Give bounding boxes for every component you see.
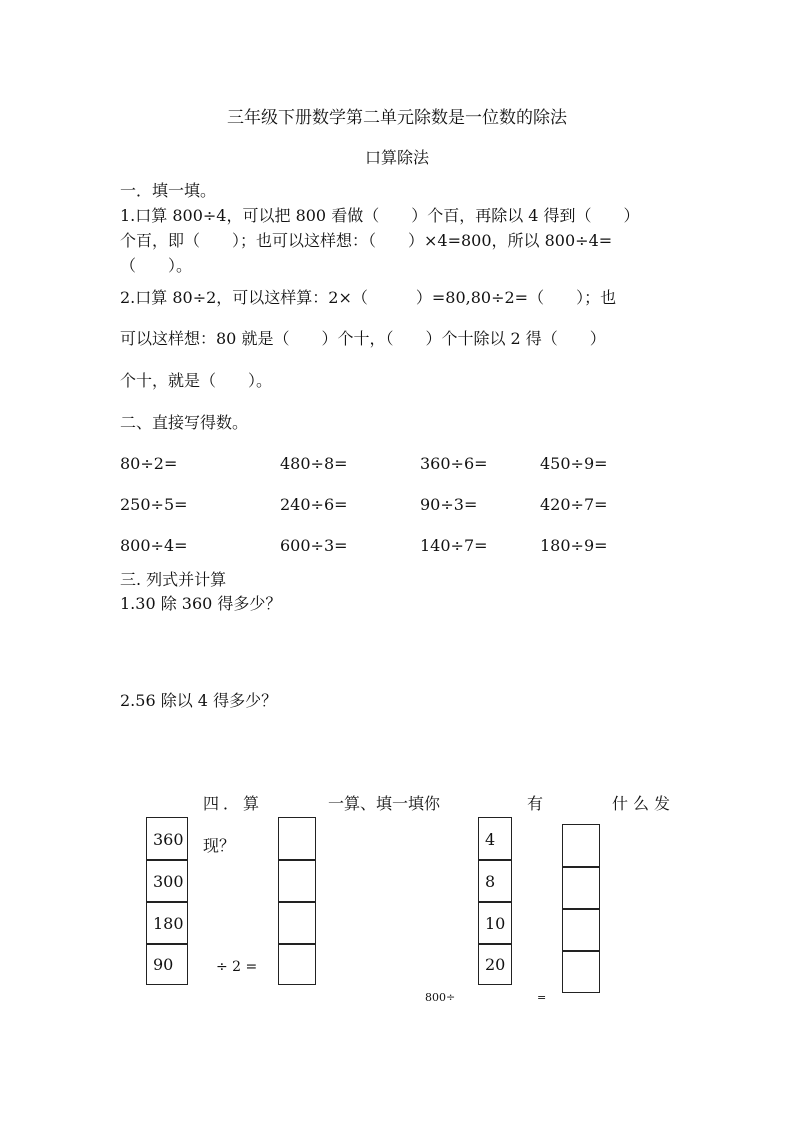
section2-heading: 二、直接写得数。	[120, 413, 249, 432]
answer-box[interactable]	[562, 950, 600, 993]
answer-box[interactable]	[278, 817, 316, 861]
section3-heading: 三. 列式并计算	[120, 570, 227, 589]
q1-line3: （ ）。	[120, 256, 193, 275]
section4-heading-part4: 什么发	[612, 794, 676, 813]
calc-item: 600÷3=	[280, 536, 348, 555]
answer-box[interactable]	[562, 866, 600, 910]
right-prefix: 800÷	[425, 991, 456, 1004]
page-title: 三年级下册数学第二单元除数是一位数的除法	[227, 108, 567, 128]
section4-heading-part2: 一算、填一填你	[328, 794, 441, 813]
calc-item: 420÷7=	[540, 495, 608, 514]
calc-item: 800÷4=	[120, 536, 188, 555]
section3-q2: 2.56 除以 4 得多少？	[120, 691, 278, 710]
section4-heading-part1: 四．算	[203, 794, 264, 813]
section3-q1: 1.30 除 360 得多少？	[120, 594, 282, 613]
number-cell: 8	[478, 859, 512, 903]
left-operator: ÷ 2 =	[216, 959, 258, 975]
answer-box[interactable]	[278, 943, 316, 985]
number-cell: 300	[146, 859, 188, 903]
calc-item: 80÷2=	[120, 454, 178, 473]
section4-heading-cont: 现？	[203, 836, 236, 855]
calc-item: 140÷7=	[420, 536, 488, 555]
answer-box[interactable]	[278, 859, 316, 903]
number-cell: 180	[146, 901, 188, 945]
page-subtitle: 口算除法	[364, 148, 429, 167]
calc-item: 180÷9=	[540, 536, 608, 555]
section4-heading-part3: 有	[527, 794, 544, 813]
answer-box[interactable]	[562, 824, 600, 868]
calc-item: 240÷6=	[280, 495, 348, 514]
number-cell: 90	[146, 943, 188, 985]
right-equals: =	[537, 991, 547, 1004]
number-cell: 4	[478, 817, 512, 861]
calc-item: 360÷6=	[420, 454, 488, 473]
section1-heading: 一．填一填。	[120, 181, 217, 200]
q1-line1: 1.口算 800÷4，可以把 800 看做（ ）个百，再除以 4 得到（ ）	[120, 206, 640, 225]
calc-item: 480÷8=	[280, 454, 348, 473]
q2-line2: 可以这样想：80 就是（ ）个十，（ ）个十除以 2 得（ ）	[120, 329, 606, 348]
answer-box[interactable]	[278, 901, 316, 945]
q1-line2: 个百，即（ ）；也可以这样想：（ ）×4=800，所以 800÷4=	[120, 231, 613, 250]
calc-item: 90÷3=	[420, 495, 478, 514]
answer-box[interactable]	[562, 908, 600, 952]
calc-item: 450÷9=	[540, 454, 608, 473]
calc-item: 250÷5=	[120, 495, 188, 514]
number-cell: 10	[478, 901, 512, 945]
number-cell: 360	[146, 817, 188, 861]
q2-line3: 个十，就是（ ）。	[120, 371, 273, 390]
number-cell: 20	[478, 943, 512, 985]
q2-line1: 2.口算 80÷2，可以这样算：2×（ ）=80,80÷2=（ ）；也	[120, 288, 617, 307]
